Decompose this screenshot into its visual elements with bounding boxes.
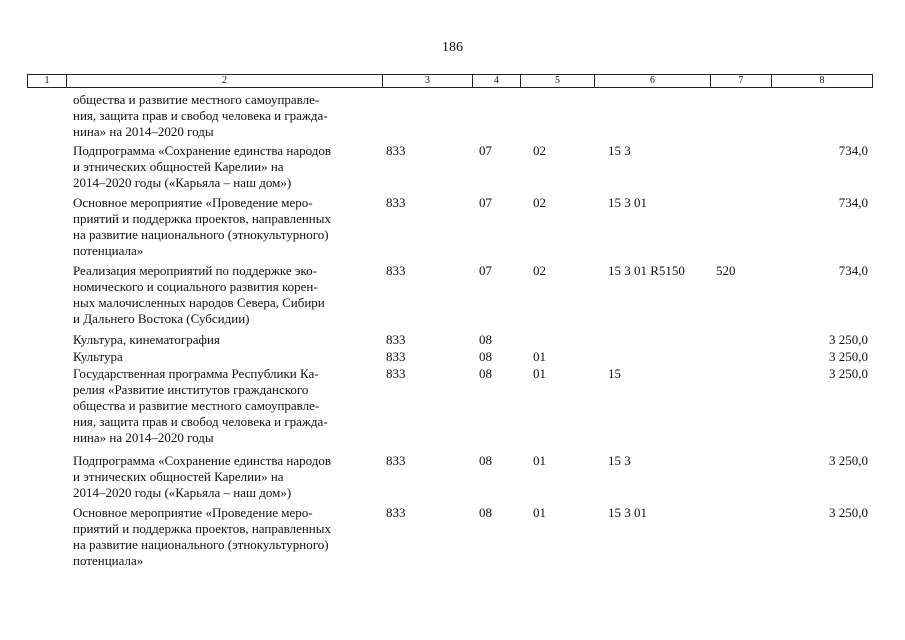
cell-col-6: 15 3 01 R5150 <box>608 263 685 278</box>
cell-col-5: 02 <box>533 143 546 158</box>
cell-col-6: 15 <box>608 366 621 381</box>
cell-col-8: 3 250,0 <box>829 349 868 364</box>
row-name-line: приятий и поддержка проектов, направленных <box>73 521 331 536</box>
page-number: 186 <box>442 40 463 55</box>
row-name-line: Культура <box>73 349 123 364</box>
cell-col-3: 833 <box>386 195 406 210</box>
row-name-line: потенциала» <box>73 243 144 258</box>
header-col-3: 3 <box>383 75 473 87</box>
header-col-5: 5 <box>521 75 595 87</box>
row-name <box>73 453 383 501</box>
cell-col-4: 07 <box>479 195 492 210</box>
row-name-line: ных малочисленных народов Севера, Сибири <box>73 295 325 310</box>
cell-col-8: 3 250,0 <box>829 453 868 468</box>
cell-col-6: 15 3 01 <box>608 195 647 210</box>
row-name <box>73 332 383 348</box>
row-name-line: номического и социального развития корен- <box>73 279 318 294</box>
cell-col-5: 02 <box>533 195 546 210</box>
cell-col-4: 07 <box>479 263 492 278</box>
cell-col-4: 08 <box>479 505 492 520</box>
row-name <box>73 92 383 140</box>
row-name-line: Реализация мероприятий по поддержке эко- <box>73 263 317 278</box>
row-name-line: Подпрограмма «Сохранение единства народов <box>73 143 332 158</box>
row-name-line: потенциала» <box>73 553 144 568</box>
row-name-line: Культура, кинематография <box>73 332 220 347</box>
cell-col-4: 08 <box>479 453 492 468</box>
header-col-2: 2 <box>67 75 383 87</box>
cell-col-3: 833 <box>386 143 406 158</box>
row-name-line: ния, защита прав и свобод человека и гражда- <box>73 108 328 123</box>
table-header-row <box>27 74 873 88</box>
header-col-1: 1 <box>28 75 67 87</box>
row-name <box>73 505 383 569</box>
cell-col-4: 08 <box>479 366 492 381</box>
row-name <box>73 143 383 191</box>
row-name-line: Основное мероприятие «Проведение меро- <box>73 195 313 210</box>
cell-col-6: 15 3 <box>608 453 631 468</box>
row-name-line: и Дальнего Востока (Субсидии) <box>73 311 250 326</box>
row-name-line: на развитие национального (этнокультурного) <box>73 537 329 552</box>
cell-col-8: 3 250,0 <box>829 505 868 520</box>
header-col-6: 6 <box>595 75 711 87</box>
cell-col-3: 833 <box>386 263 406 278</box>
cell-col-4: 08 <box>479 349 492 364</box>
row-name-line: нина» на 2014–2020 годы <box>73 124 214 139</box>
cell-col-6: 15 3 <box>608 143 631 158</box>
cell-col-8: 734,0 <box>838 143 868 158</box>
row-name-line: 2014–2020 годы («Карьяла – наш дом») <box>73 485 292 500</box>
row-name-line: и этнических общностей Карелии» на <box>73 159 284 174</box>
cell-col-8: 734,0 <box>838 263 868 278</box>
row-name-line: нина» на 2014–2020 годы <box>73 430 214 445</box>
row-name-line: Подпрограмма «Сохранение единства народов <box>73 453 332 468</box>
cell-col-3: 833 <box>386 332 406 347</box>
cell-col-3: 833 <box>386 505 406 520</box>
header-col-4: 4 <box>473 75 521 87</box>
cell-col-4: 07 <box>479 143 492 158</box>
row-name-line: Государственная программа Республики Ка- <box>73 366 319 381</box>
cell-col-6: 15 3 01 <box>608 505 647 520</box>
cell-col-3: 833 <box>386 453 406 468</box>
cell-col-4: 08 <box>479 332 492 347</box>
row-name <box>73 195 383 259</box>
row-name-line: общества и развитие местного самоуправле- <box>73 92 320 107</box>
cell-col-5: 01 <box>533 505 546 520</box>
cell-col-7: 520 <box>716 263 736 278</box>
row-name-line: Основное мероприятие «Проведение меро- <box>73 505 313 520</box>
row-name <box>73 349 383 365</box>
row-name-line: на развитие национального (этнокультурного) <box>73 227 329 242</box>
cell-col-3: 833 <box>386 349 406 364</box>
cell-col-5: 01 <box>533 366 546 381</box>
cell-col-8: 3 250,0 <box>829 332 868 347</box>
row-name-line: общества и развитие местного самоуправле- <box>73 398 320 413</box>
row-name <box>73 263 383 327</box>
row-name-line: приятий и поддержка проектов, направленных <box>73 211 331 226</box>
cell-col-8: 734,0 <box>838 195 868 210</box>
cell-col-5: 02 <box>533 263 546 278</box>
cell-col-5: 01 <box>533 349 546 364</box>
row-name <box>73 366 383 446</box>
row-name-line: и этнических общностей Карелии» на <box>73 469 284 484</box>
row-name-line: 2014–2020 годы («Карьяла – наш дом») <box>73 175 292 190</box>
cell-col-5: 01 <box>533 453 546 468</box>
cell-col-3: 833 <box>386 366 406 381</box>
cell-col-8: 3 250,0 <box>829 366 868 381</box>
row-name-line: релия «Развитие институтов гражданского <box>73 382 309 397</box>
row-name-line: ния, защита прав и свобод человека и гражда- <box>73 414 328 429</box>
header-col-8: 8 <box>819 75 825 86</box>
header-col-7: 7 <box>711 75 772 87</box>
